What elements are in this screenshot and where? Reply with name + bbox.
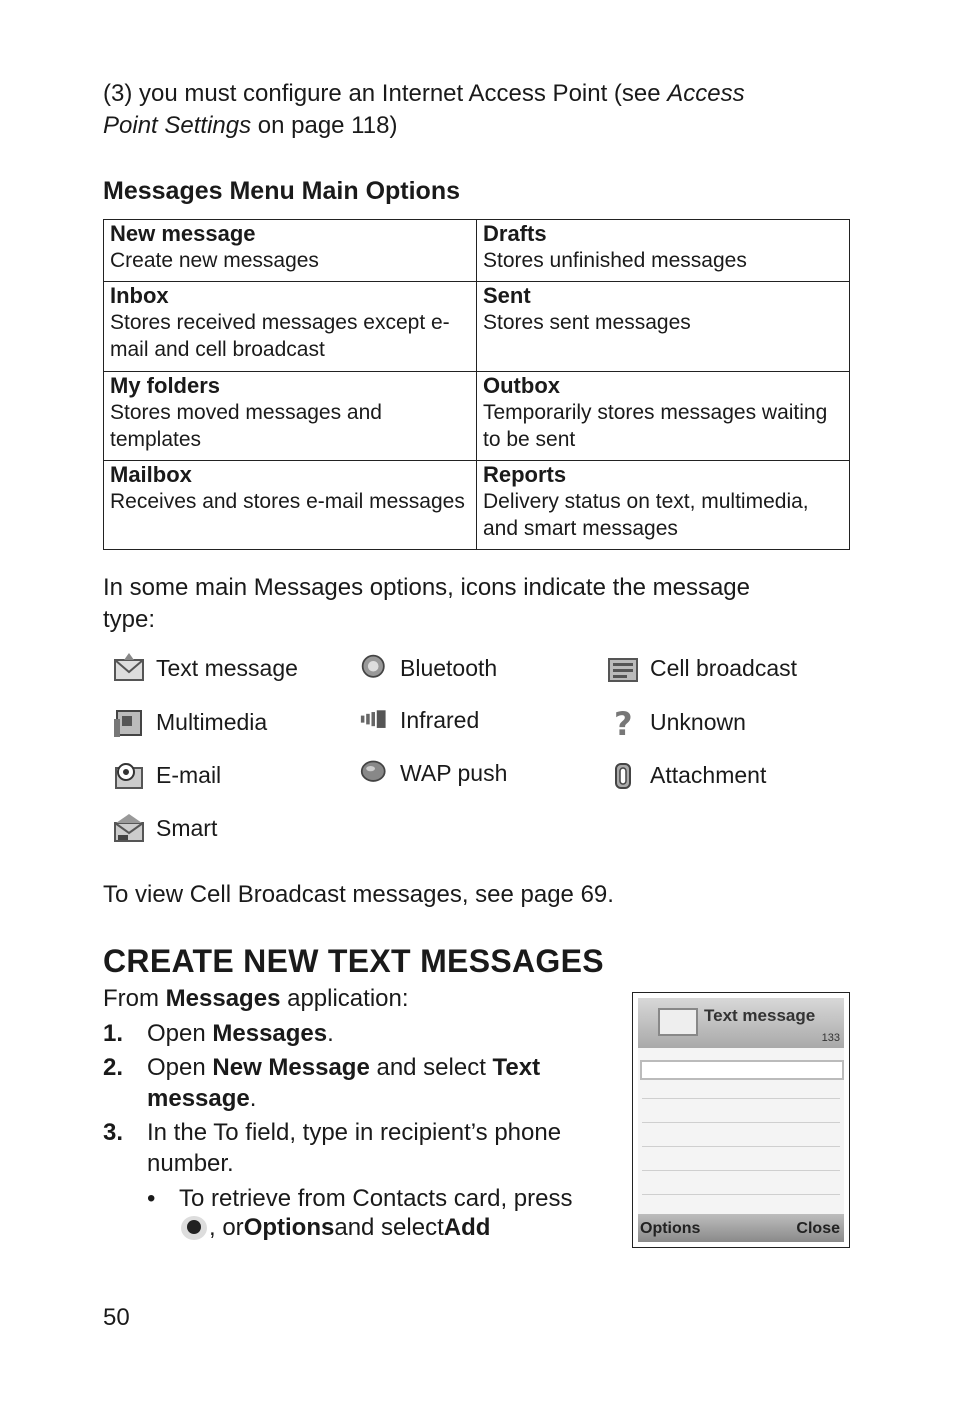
phone-header xyxy=(638,998,844,1048)
section-heading: CREATE NEW TEXT MESSAGES xyxy=(103,943,604,979)
bluetooth-icon xyxy=(360,653,390,683)
paperclip-icon xyxy=(606,758,640,792)
legend-email: E-mail xyxy=(112,758,221,792)
legend-smart: Smart xyxy=(112,811,217,845)
legend-text-message: Text message xyxy=(112,651,298,685)
phone-close-softkey[interactable]: Close xyxy=(796,1220,840,1237)
from-line: From Messages application: xyxy=(103,985,409,1012)
multimedia-icon xyxy=(112,705,146,739)
wap-push-icon xyxy=(360,758,390,788)
legend-cell-broadcast: Cell broadcast xyxy=(606,651,797,685)
messages-options-table xyxy=(103,219,850,550)
page-number: 50 xyxy=(103,1304,130,1331)
legend-unknown: ? Unknown xyxy=(606,705,746,739)
envelope-icon xyxy=(658,1008,698,1036)
option-cell: Inbox Stores received messages except e-mail and cell broadcast xyxy=(104,282,477,372)
intro-paragraph: (3) you must configure an Internet Access Point (see Access Point Settings on page 118) xyxy=(103,80,745,139)
phone-softkeys xyxy=(638,1214,844,1242)
option-cell: My folders Stores moved messages and templates xyxy=(104,372,477,461)
phone-title: Text message xyxy=(704,1006,816,1025)
select-key-icon xyxy=(179,1214,209,1242)
option-cell: Outbox Temporarily stores messages waiting to be sent xyxy=(477,372,850,461)
infrared-icon xyxy=(360,705,390,735)
option-cell: New message Create new messages xyxy=(104,220,477,282)
option-cell: Drafts Stores unfinished messages xyxy=(477,220,850,282)
steps-list: 1. Open Messages. 2. Open New Message and select Text message. 3. In the To field, type in recipient’s phone number. • To retrieve from Contacts card, press , or Options and select Add xyxy=(103,1020,573,1241)
phone-options-softkey[interactable]: Options xyxy=(640,1220,701,1237)
option-cell: Reports Delivery status on text, multimedia, and smart messages xyxy=(477,461,850,550)
legend-multimedia: Multimedia xyxy=(112,705,267,739)
legend-wap-push: WAP push xyxy=(360,758,507,788)
envelope-icon xyxy=(112,651,146,685)
cell-broadcast-note: To view Cell Broadcast messages, see page 69. xyxy=(103,881,614,908)
smart-message-icon xyxy=(112,811,146,845)
section-title: Messages Menu Main Options xyxy=(103,177,461,205)
question-mark-icon xyxy=(606,705,640,739)
icons-intro: In some main Messages options, icons indicate the message type: xyxy=(103,574,751,633)
email-at-icon xyxy=(112,758,146,792)
option-cell: Mailbox Receives and stores e-mail messages xyxy=(104,461,477,550)
option-cell: Sent Stores sent messages xyxy=(477,282,850,372)
svg-text:?: ? xyxy=(614,705,633,739)
cell-broadcast-icon xyxy=(606,651,640,685)
legend-bluetooth: Bluetooth xyxy=(360,653,497,683)
phone-to-field[interactable] xyxy=(640,1060,844,1080)
legend-attachment: Attachment xyxy=(606,758,766,792)
phone-screenshot xyxy=(632,992,850,1248)
phone-char-counter: 133 xyxy=(821,1032,840,1044)
legend-infrared: Infrared xyxy=(360,705,479,735)
